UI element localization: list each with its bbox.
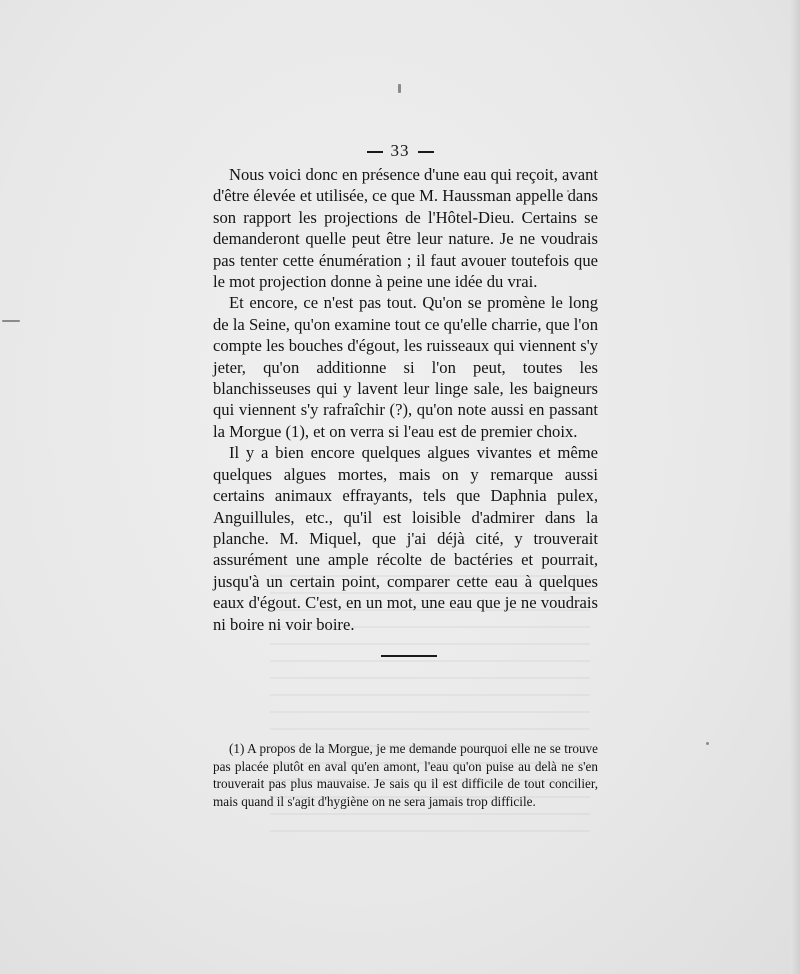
paper-speck: [706, 742, 709, 745]
body-text: [213, 164, 598, 635]
paper-speck: [398, 84, 401, 93]
page-number-dash-left: [367, 151, 383, 153]
footnote-text: (1) A propos de la Morgue, je me demande pourquoi elle ne se trouve pas placée plutôt en aval qu'en amont, l'eau qu'on puise au delà ne s'en trouverait pas plus mauvaise. Je sais qu il est difficile de tout concilier, mais quand il s'agit d'hygiène on ne sera jamais trop difficile.: [213, 741, 598, 809]
page-number: [0, 141, 800, 161]
paper-speck: [2, 320, 20, 322]
paragraph-3: Il y a bien encore quelques algues vivantes et même quelques algues mortes, mais on y remarque aussi certains animaux effrayants, tels que Daphnia pulex, Anguillules, etc., qu'il est loisible d'admirer dans la planche. M. Miquel, que j'ai déjà cité, y trouverait assurément une ample récolte de bactéries et pourrait, jusqu'à un certain point, comparer cette eau à quelques eaux d'égout. C'est, en un mot, une eau que je ne voudrais ni boire ni voir boire.: [213, 443, 598, 634]
page-number-value: 33: [390, 141, 410, 160]
page-number-dash-right: [418, 151, 434, 153]
footnote: [213, 740, 598, 810]
footnote-separator: [381, 655, 437, 657]
paragraph-1: Nous voici donc en présence d'une eau qui reçoit, avant d'être élevée et utilisée, ce que M. Haussman appelle dans son rapport les projections de l'Hôtel-Dieu. Certains se demanderont quelle peut être leur nature. Je ne voudrais pas tenter cette énumération ; il faut avouer toutefois que le mot projection donne à peine une idée du vrai.: [213, 165, 598, 292]
paragraph-2: Et encore, ce n'est pas tout. Qu'on se promène le long de la Seine, qu'on examine tout ce qu'elle charrie, que l'on compte les bouches d'égout, les ruisseaux qui viennent s'y jeter, qu'on additionne si l'on peut, toutes les blanchisseuses qui y lavent leur linge sale, les baigneurs qui viennent s'y rafraîchir (?), qu'on note aussi en passant la Morgue (1), et on verra si l'eau est de premier choix.: [213, 293, 598, 441]
